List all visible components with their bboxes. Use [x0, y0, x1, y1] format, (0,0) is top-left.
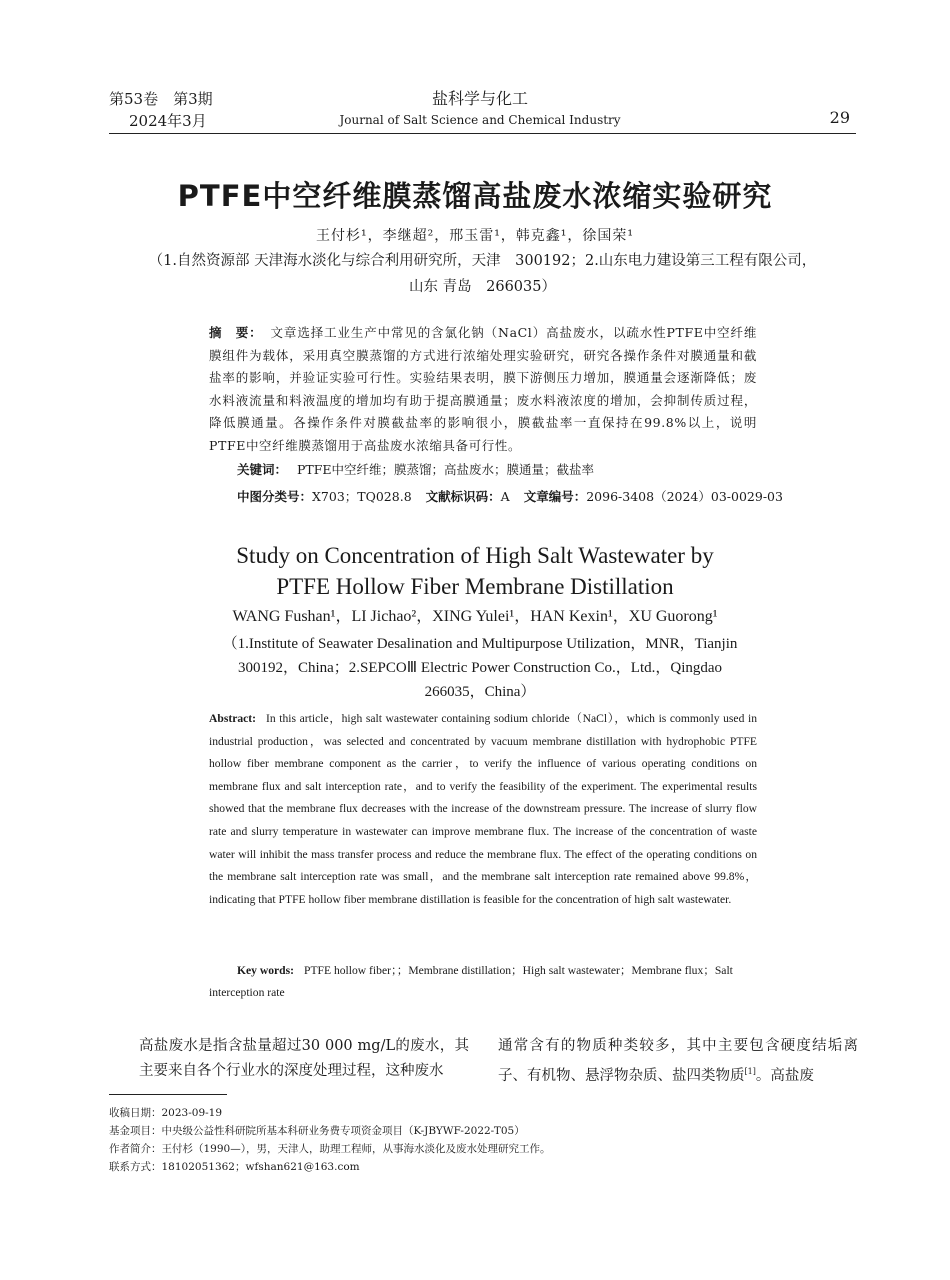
citation-ref: [1] — [744, 1067, 756, 1076]
journal-name-block — [300, 88, 660, 130]
title-cn: PTFE中空纤维膜蒸馏高盐废水浓缩实验研究 — [177, 179, 773, 213]
authors-en: WANG Fushan¹，LI Jichao²，XING Yulei¹，HAN Kexin¹，XU Guorong¹ — [232, 608, 718, 625]
header-rule — [109, 133, 856, 134]
journal-volume-block — [109, 88, 213, 132]
issue-date: 2024年3月 — [129, 112, 207, 130]
journal-name-en: Journal of Salt Science and Chemical Industry — [339, 113, 621, 127]
footnote-author-bio: 作者简介：王付杉（1990—），男，天津人，助理工程师，从事海水淡化及废水处理研究工作。 — [109, 1143, 551, 1155]
keywords-cn-label: 关键词： — [237, 462, 288, 477]
abstract-cn-text: 文章选择工业生产中常见的含氯化钠（NaCl）高盐废水，以疏水性PTFE中空纤维膜组件为载体，采用真空膜蒸馏的方式进行浓缩处理实验研究，研究各操作条件对膜通量和截盐率的影响，并验证实验可行性。实验结果表明，膜下游侧压力增加，膜通量会逐渐降低；废水料液流量和料液温度的增加均有助于提高膜通量；废水料液浓度的增加，会抑制传质过程，降低膜通量。各操作条件对膜截盐率的影响很小，膜截盐率一直保持在99.8%以上，说明PTFE中空纤维膜蒸馏用于高盐废水浓缩具备可行性。 — [209, 325, 758, 453]
abstract-cn — [209, 322, 757, 458]
page-number: 29 — [829, 108, 850, 127]
body-paragraph: 高盐废水是指含盐量超过30 000 mg/L的废水，其主要来自各个行业水的深度处理过程，这种废水 — [139, 1038, 469, 1079]
affiliation-en-line: 266035，China） — [424, 684, 536, 700]
keywords-en-label: Key words: — [237, 964, 294, 977]
body-paragraph-end: 。高盐废 — [755, 1067, 814, 1084]
abstract-cn-label: 摘 要： — [209, 325, 263, 340]
body-column-right — [498, 1034, 858, 1089]
footnote-fund: 基金项目：中央级公益性科研院所基本科研业务费专项资金项目（K-JBYWF-2022-T05） — [109, 1125, 525, 1137]
abstract-en-text: In this article，high salt wastewater containing sodium chloride（NaCl），which is commonly used in industrial production，was selected and concentrated by vacuum membrane distillation with hydrophobic PTFE hollow fiber membrane component as the carrier，to verify the influence of various operating conditions on membrane flux and salt interception rate，and to verify the feasibility of the experiment. The experimental results showed that the membrane flux decreases with the increase of the downstream pressure. The increase of slurry flow rate and slurry temperature in wastewater can improve membrane flux. The increase of the concentration of waste water will inhibit the mass transfer process and reduce the membrane flux. The effect of the operating conditions on the membrane salt interception rate was small，and the membrane salt interception rate remained above 99.8%，indicating that PTFE hollow fiber membrane distillation is feasible for the concentration of high salt wastewater. — [209, 712, 757, 906]
footnote-rule — [109, 1094, 227, 1095]
title-en-line: Study on Concentration of High Salt Wastewater by — [236, 543, 714, 568]
classification-cn — [237, 487, 797, 505]
body-paragraph: 通常含有的物质种类较多，其中主要包含硬度结垢离子、有机物、悬浮物杂质、盐四类物质 — [498, 1038, 858, 1084]
footnote-contact: 联系方式：18102051362；wfshan621@163.com — [109, 1161, 360, 1173]
doc-code-label: 文献标识码： — [425, 489, 501, 504]
title-en — [60, 540, 890, 602]
affiliation-en-line: 300192，China；2.SEPCOⅢ Electric Power Construction Co.，Ltd.，Qingdao — [237, 660, 723, 676]
affiliation-cn — [109, 248, 856, 300]
abstract-en — [209, 708, 757, 911]
footnotes — [109, 1104, 856, 1176]
clc-value: X703；TQ028.8 — [312, 489, 412, 504]
volume-issue: 第53卷 第3期 — [109, 90, 213, 108]
article-no-label: 文章编号： — [523, 489, 587, 504]
clc-label: 中图分类号： — [237, 489, 313, 504]
keywords-en — [209, 960, 757, 1004]
abstract-en-label: Abstract: — [209, 712, 257, 725]
keywords-cn-text: PTFE中空纤维；膜蒸馏；高盐废水；膜通量；截盐率 — [297, 462, 595, 477]
doc-code-value: A — [500, 489, 510, 504]
affiliation-en-line: （1.Institute of Seawater Desalination and Multipurpose Utilization，MNR，Tianjin — [222, 636, 738, 652]
title-en-line: PTFE Hollow Fiber Membrane Distillation — [276, 574, 674, 599]
journal-name-cn: 盐科学与化工 — [431, 89, 528, 108]
article-no-value: 2096-3408（2024）03-0029-03 — [586, 489, 783, 504]
keywords-cn — [237, 460, 777, 478]
affiliation-en — [190, 632, 770, 704]
footnote-received: 收稿日期：2023-09-19 — [109, 1107, 223, 1119]
authors-cn: 王付杉¹，李继超²，邢玉雷¹，韩克鑫¹，徐国荣¹ — [315, 228, 635, 244]
body-column-left — [109, 1034, 469, 1084]
keywords-en-text: PTFE hollow fiber；；Membrane distillation；High salt wastewater；Membrane flux；Salt interception rate — [209, 964, 733, 999]
affiliation-cn-line: （1.自然资源部 天津海水淡化与综合利用研究所，天津 300192；2.山东电力建设第三工程有限公司， — [148, 253, 817, 269]
affiliation-cn-line: 山东 青岛 266035） — [409, 279, 556, 295]
